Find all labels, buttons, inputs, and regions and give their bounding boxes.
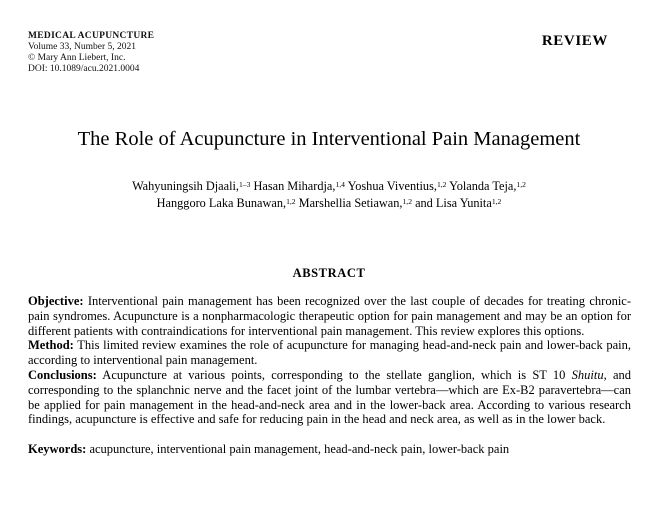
author-affiliation-superscript: 1,2 — [491, 196, 502, 206]
author-name: Hasan Mihardja, — [250, 179, 336, 193]
text-segment: Interventional pain management has been recognized over the last couple of decades for treating chronic-pain syndromes. Acupuncture is a nonpharmacologic therapeutic option for pain management and may be an option for different patients with contraindications for interventional pain management. This review explores this options. — [28, 294, 631, 338]
journal-volume-line: Volume 33, Number 5, 2021 — [28, 42, 137, 52]
text-segment: Keywords: — [28, 442, 87, 457]
author-name: and Lisa Yunita — [412, 196, 492, 210]
text-segment: Method: — [28, 338, 74, 353]
text-segment: , and corresponding to the splanchnic nerve and the facet joint of the lumbar vertebra—which are Ex-B2 paravertebra—can be applied for pain management in the head-and-neck area and in the lower-back area. According to various research findings, acupuncture is effective and safe for reducing pain in the head and neck area, as well as in the lower back. — [28, 367, 631, 427]
author-line — [0, 195, 658, 212]
text-segment: Acupuncture at various points, corresponding to the stellate ganglion, which is ST 10 — [96, 367, 572, 382]
article-title: The Role of Acupuncture in Interventional Pain Management — [77, 128, 581, 150]
text-segment: Conclusions: — [28, 367, 97, 382]
author-affiliation-superscript: 1–3 — [239, 179, 251, 189]
journal-copyright-line: © Mary Ann Liebert, Inc. — [28, 53, 126, 63]
author-affiliation-superscript: 1,2 — [402, 196, 412, 206]
article-type-label: REVIEW — [541, 33, 608, 49]
abstract-paragraph — [28, 294, 631, 338]
journal-name: MEDICAL ACUPUNCTURE — [28, 31, 155, 41]
abstract-heading: ABSTRACT — [292, 266, 366, 280]
journal-header — [28, 31, 154, 75]
journal-doi-line: DOI: 10.1089/acu.2021.0004 — [28, 64, 140, 74]
author-name: Yolanda Teja, — [446, 179, 517, 193]
author-affiliation-superscript: 1,2 — [436, 179, 447, 189]
author-name: Marshellia Setiawan, — [295, 196, 403, 210]
abstract-body — [28, 294, 631, 457]
author-list — [0, 178, 658, 212]
text-segment: acupuncture, interventional pain management, head-and-neck pain, lower-back pain — [86, 442, 510, 457]
author-affiliation-superscript: 1,2 — [286, 196, 296, 206]
author-name: Yoshua Viventius, — [344, 179, 437, 193]
abstract-paragraph — [28, 338, 631, 368]
author-affiliation-superscript: 1,2 — [516, 179, 526, 189]
abstract-paragraph — [28, 368, 631, 427]
author-affiliation-superscript: 1,4 — [335, 179, 345, 189]
author-name: Hanggoro Laka Bunawan, — [156, 196, 287, 210]
keywords-line — [28, 442, 631, 457]
text-segment: Objective: — [28, 294, 84, 308]
text-segment: This limited review examines the role of acupuncture for managing head-and-neck pain and lower-back pain, according to interventional pain management. — [28, 338, 631, 368]
abstract-paragraphs — [28, 294, 631, 427]
author-name: Wahyuningsih Djaali, — [132, 179, 239, 193]
text-segment: Shuitu — [571, 367, 604, 382]
author-line — [0, 178, 658, 195]
